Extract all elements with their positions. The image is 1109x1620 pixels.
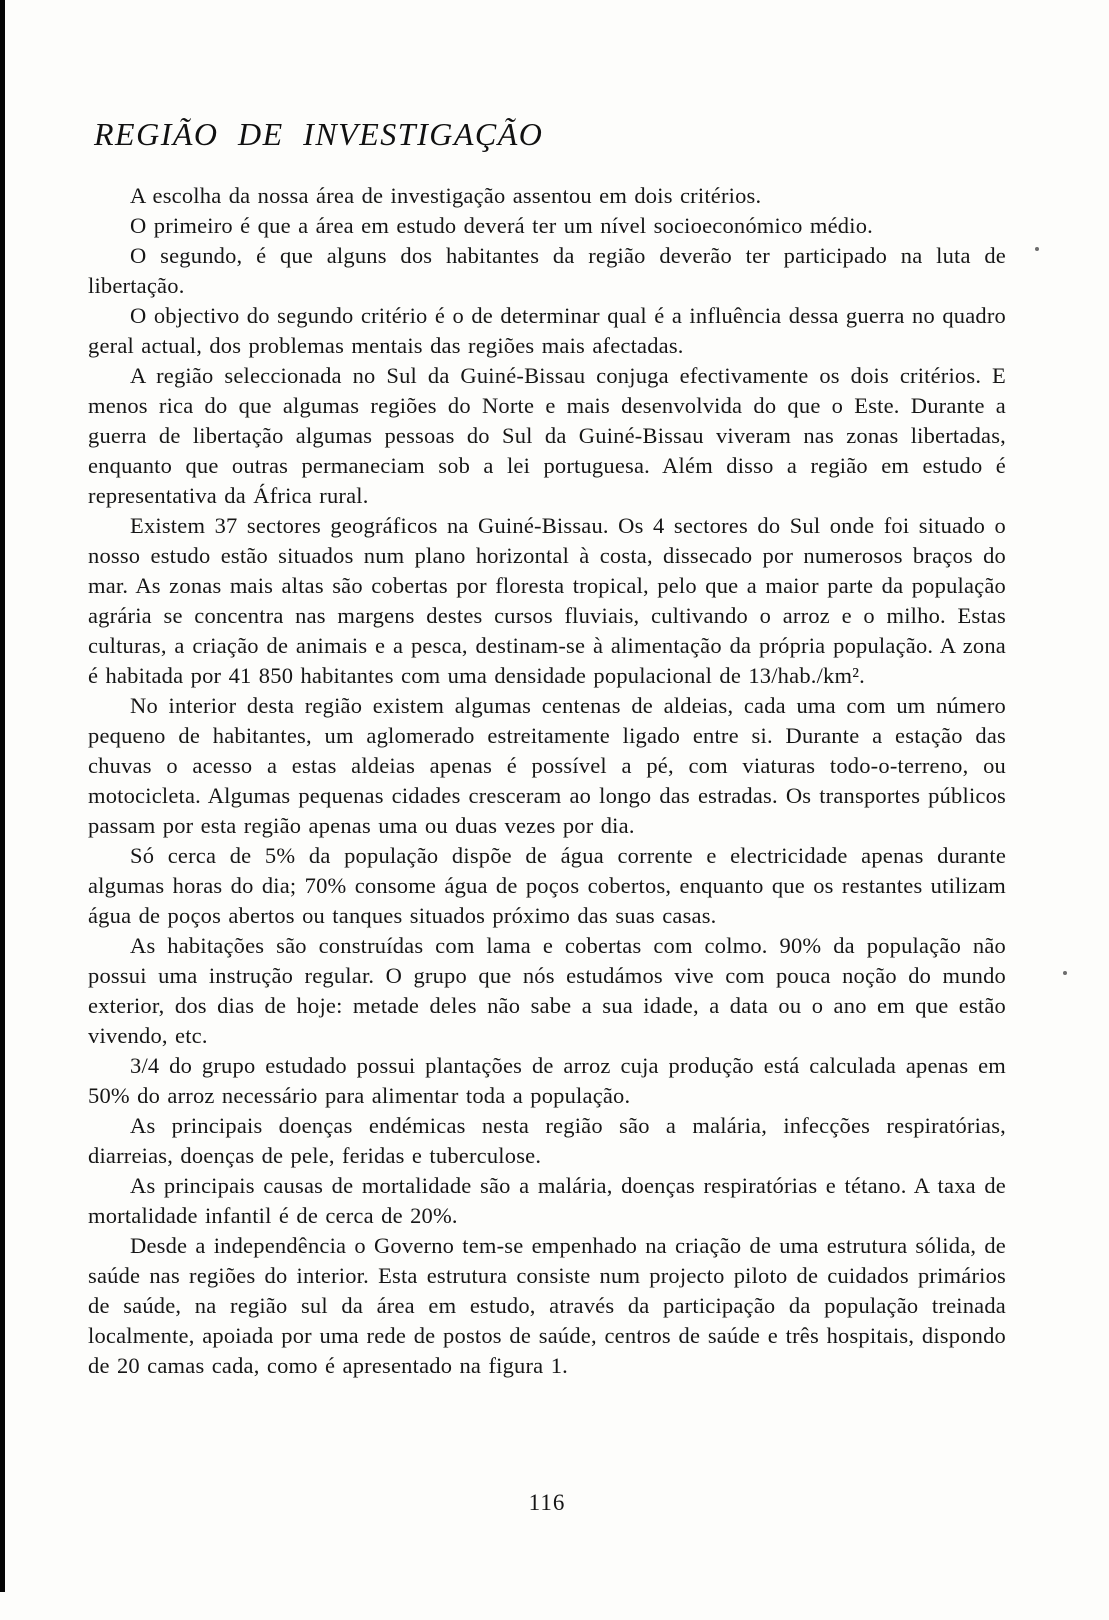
paragraph-3: O segundo, é que alguns dos habitantes da região deverão ter participado na luta de libertação.: [88, 243, 1006, 298]
scan-edge-line: [0, 0, 5, 1592]
scan-speck: [1035, 247, 1039, 251]
paragraph-7: No interior desta região existem algumas centenas de aldeias, cada uma com um número pequeno de habitantes, um aglomerado estreitamente ligado entre si. Durante a estação das chuvas o acesso a estas aldeias apenas é possível a pé, com viaturas todo-o-terreno, ou motocicleta. Algumas pequenas cidades cresceram ao longo das estradas. Os transportes públicos passam por esta região apenas uma ou duas vezes por dia.: [88, 693, 1006, 838]
paragraph-10: 3/4 do grupo estudado possui plantações de arroz cuja produção está calculada apenas em 50% do arroz necessário para alimentar toda a população.: [88, 1053, 1006, 1108]
paragraph-6: Existem 37 sectores geográficos na Guiné-Bissau. Os 4 sectores do Sul onde foi situado o nosso estudo estão situados num plano horizontal à costa, dissecado por numerosos braços do mar. As zonas mais altas são cobertas por floresta tropical, pelo que a maior parte da população agrária se concentra nas margens destes cursos fluviais, cultivando o arroz e o milho. Estas culturas, a criação de animais e a pesca, destinam-se à alimentação da própria população. A zona é habitada por 41 850 habitantes com uma densidade populacional de 13/hab./km².: [88, 513, 1006, 688]
paragraph-11: As principais doenças endémicas nesta região são a malária, infecções respiratórias, diarreias, doenças de pele, feridas e tuberculose.: [88, 1113, 1006, 1168]
paragraph-13: Desde a independência o Governo tem-se empenhado na criação de uma estrutura sólida, de saúde nas regiões do interior. Esta estrutura consiste num projecto piloto de cuidados primários de saúde, na região sul da área em estudo, através da participação da população treinada localmente, apoiada por uma rede de postos de saúde, centros de saúde e três hospitais, dispondo de 20 camas cada, como é apresentado na figura 1.: [88, 1233, 1006, 1378]
page-number: 116: [528, 1490, 566, 1515]
section-heading: REGIÃO DE INVESTIGAÇÃO: [94, 116, 544, 152]
paragraph-8: Só cerca de 5% da população dispõe de água corrente e electricidade apenas durante algumas horas do dia; 70% consome água de poços cobertos, enquanto que os restantes utilizam água de poços abertos ou tanques situados próximo das suas casas.: [88, 843, 1006, 928]
paragraph-12: As principais causas de mortalidade são a malária, doenças respiratórias e tétano. A taxa de mortalidade infantil é de cerca de 20%.: [88, 1173, 1006, 1228]
paragraph-1: A escolha da nossa área de investigação assentou em dois critérios.: [130, 183, 762, 208]
body-text: [88, 181, 1006, 1381]
paragraph-2: O primeiro é que a área em estudo deverá ter um nível socioeconómico médio.: [130, 213, 873, 238]
paragraph-4: O objectivo do segundo critério é o de determinar qual é a influência dessa guerra no quadro geral actual, dos problemas mentais das regiões mais afectadas.: [88, 303, 1006, 358]
paragraph-9: As habitações são construídas com lama e cobertas com colmo. 90% da população não possui uma instrução regular. O grupo que nós estudámos vive com pouca noção do mundo exterior, dos dias de hoje: metade deles não sabe a sua idade, a data ou o ano em que estão vivendo, etc.: [88, 933, 1006, 1048]
scan-speck: [1063, 971, 1067, 975]
paragraph-5: A região seleccionada no Sul da Guiné-Bissau conjuga efectivamente os dois critérios. E menos rica do que algumas regiões do Norte e mais desenvolvida do que o Este. Durante a guerra de libertação algumas pessoas do Sul da Guiné-Bissau viveram nas zonas libertadas, enquanto que outras permaneciam sob a lei portuguesa. Além disso a região em estudo é representativa da África rural.: [88, 363, 1006, 508]
